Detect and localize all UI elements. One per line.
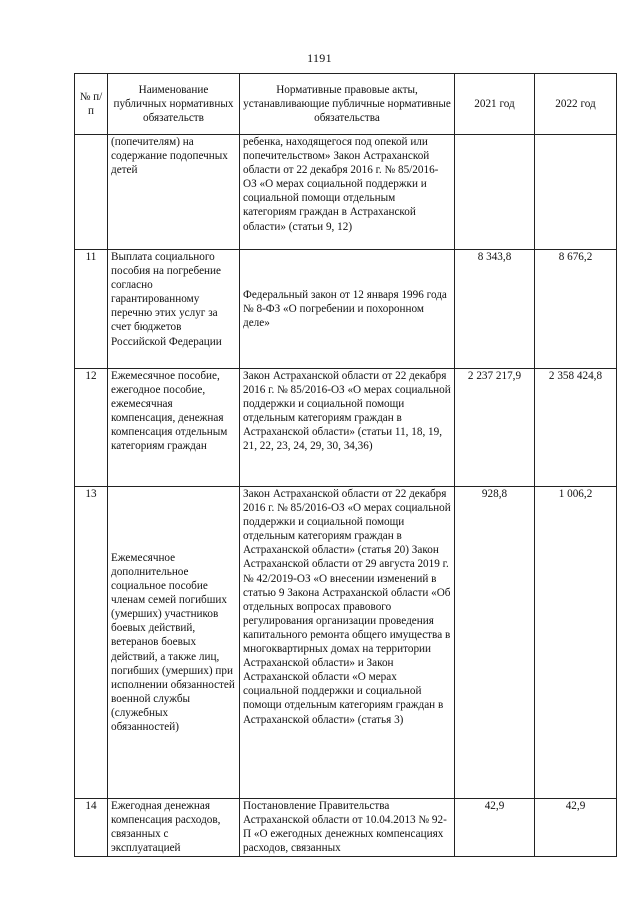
legal-acts: Закон Астраханской области от 22 декабря 2016 г. № 85/2016-ОЗ «О мерах социальной поддержки и социальной помощи отдельным категориям граждан в Астраханской области» (статья 20) Закон Астраханской области от 29 августа 2019 г. № 42/2019-ОЗ «О внесении изменений в статью 9 Закона Астраханской области «Об отдельных вопросах правового регулирования организации проведения капитального ремонта общего имущества в многоквартирных домах на территории Астраханской области» и Закон Астраханской области «О мерах социальной поддержки и социальной помощи отдельным категориям граждан в Астраханской области» (статья 3) [240,487,455,799]
value-2022: 8 676,2 [535,250,617,369]
table-row [75,135,617,250]
table-header-row [75,74,617,135]
header-legal-acts: Нормативные правовые акты, устанавливающие публичные нормативные обязательства [240,74,455,135]
obligations-table [74,73,617,857]
header-obligation-name: Наименование публичных нормативных обязательств [108,74,240,135]
row-number: 11 [75,250,108,369]
legal-acts: ребенка, находящегося под опекой или попечительством» Закон Астраханской области от 22 декабря 2016 г. № 85/2016-ОЗ «О мерах социальной поддержки и социальной помощи отдельным категориям граждан в Астраханской области» (статьи 9, 12) [240,135,455,250]
row-number [75,135,108,250]
legal-acts: Постановление Правительства Астраханской области от 10.04.2013 № 92-П «О ежегодных денежных компенсациях расходов, связанных [240,799,455,857]
page-number: 1191 [307,51,332,65]
obligation-name: Ежемесячное дополнительное социальное пособие членам семей погибших (умерших) участников боевых действий, ветеранов боевых действий, а также лиц, погибших (умерших) при исполнении обязанностей военной службы (служебных обязанностей) [108,487,240,799]
obligation-name: Выплата социального пособия на погребение согласно гарантированному перечню этих услуг за счет бюджетов Российской Федерации [108,250,240,369]
table-row [75,250,617,369]
table-row [75,799,617,857]
legal-acts: Федеральный закон от 12 января 1996 года № 8-ФЗ «О погребении и похоронном деле» [240,250,455,369]
row-number: 14 [75,799,108,857]
value-2021: 42,9 [455,799,535,857]
value-2022: 1 006,2 [535,487,617,799]
value-2021: 8 343,8 [455,250,535,369]
row-number: 12 [75,369,108,487]
table-row [75,369,617,487]
header-year-2021: 2021 год [455,74,535,135]
value-2021: 2 237 217,9 [455,369,535,487]
value-2022 [535,135,617,250]
table-row [75,487,617,799]
value-2021: 928,8 [455,487,535,799]
value-2022: 2 358 424,8 [535,369,617,487]
header-year-2022: 2022 год [535,74,617,135]
obligation-name: (попечителям) на содержание подопечных детей [108,135,240,250]
legal-acts: Закон Астраханской области от 22 декабря 2016 г. № 85/2016-ОЗ «О мерах социальной поддержки и социальной помощи отдельным категориям граждан в Астраханской области» (статьи 11, 18, 19, 21, 22, 23, 24, 29, 30, 34,36) [240,369,455,487]
header-number: № п/п [75,74,108,135]
row-number: 13 [75,487,108,799]
value-2022: 42,9 [535,799,617,857]
obligation-name: Ежегодная денежная компенсация расходов, связанных с эксплуатацией [108,799,240,857]
obligation-name: Ежемесячное пособие, ежегодное пособие, ежемесячная компенсация, денежная компенсация отдельным категориям граждан [108,369,240,487]
value-2021 [455,135,535,250]
